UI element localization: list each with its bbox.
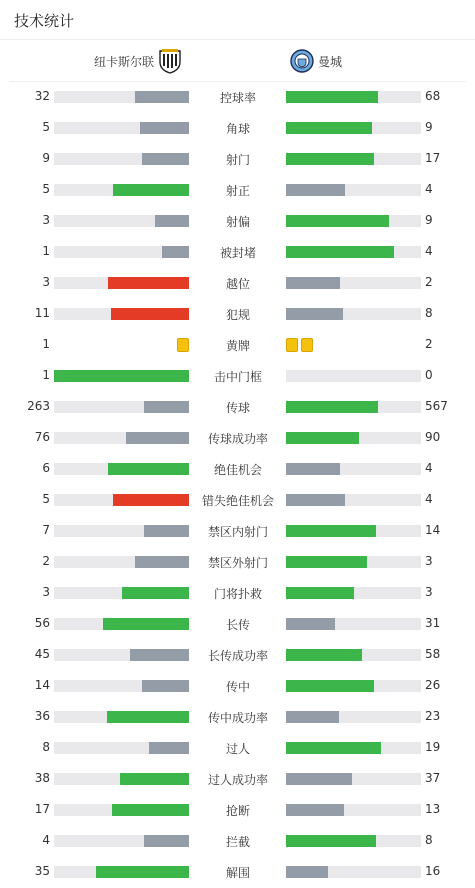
home-bar-fill xyxy=(108,463,189,475)
stat-label: 黄牌 xyxy=(225,339,250,353)
stat-row xyxy=(0,485,475,516)
home-bar-track xyxy=(54,804,189,816)
home-value: 56 xyxy=(34,616,50,630)
stat-row xyxy=(0,175,475,206)
home-bar-track xyxy=(54,277,189,289)
home-value: 9 xyxy=(42,151,50,165)
away-bar-track xyxy=(286,680,421,692)
away-bar-fill xyxy=(286,184,345,196)
away-value: 17 xyxy=(425,151,441,165)
away-bar-track xyxy=(286,122,421,134)
home-yellow-cards xyxy=(177,338,189,352)
away-bar-fill xyxy=(286,773,352,785)
away-value: 8 xyxy=(425,306,433,320)
stat-label: 越位 xyxy=(225,277,250,291)
away-bar-fill xyxy=(286,153,374,165)
stat-row xyxy=(0,423,475,454)
home-value: 5 xyxy=(42,182,50,196)
stat-row xyxy=(0,299,475,330)
away-value: 0 xyxy=(425,368,433,382)
home-bar-fill xyxy=(130,649,189,661)
home-value: 5 xyxy=(42,492,50,506)
stat-row xyxy=(0,578,475,609)
stat-row xyxy=(0,206,475,237)
away-team-name: 曼城 xyxy=(318,54,343,69)
away-value: 3 xyxy=(425,554,433,568)
away-value: 37 xyxy=(425,771,441,785)
stat-row xyxy=(0,547,475,578)
away-bar-fill xyxy=(286,742,381,754)
home-team[interactable] xyxy=(94,48,182,74)
home-bar-fill xyxy=(112,804,189,816)
home-value: 45 xyxy=(34,647,50,661)
home-bar-fill xyxy=(142,680,189,692)
away-bar-track xyxy=(286,742,421,754)
away-bar-track xyxy=(286,277,421,289)
home-bar-fill xyxy=(108,277,189,289)
home-bar-fill xyxy=(155,215,189,227)
stat-label: 传中成功率 xyxy=(207,711,268,725)
away-bar-fill xyxy=(286,556,367,568)
away-team[interactable] xyxy=(290,48,342,74)
home-bar-track xyxy=(54,184,189,196)
stat-label: 传中 xyxy=(225,680,250,694)
away-bar-fill xyxy=(286,680,374,692)
away-value: 4 xyxy=(425,461,433,475)
home-bar-fill xyxy=(162,246,189,258)
stat-label: 错失绝佳机会 xyxy=(201,494,274,508)
stat-row xyxy=(0,361,475,392)
home-bar-track xyxy=(54,246,189,258)
away-value: 90 xyxy=(425,430,441,444)
home-bar-fill xyxy=(54,370,189,382)
home-bar-track xyxy=(54,680,189,692)
stat-label: 门将扑救 xyxy=(213,587,262,601)
home-value: 1 xyxy=(42,244,50,258)
away-value: 4 xyxy=(425,182,433,196)
stats-list xyxy=(0,82,475,888)
stat-row xyxy=(0,454,475,485)
away-bar-fill xyxy=(286,804,344,816)
home-bar-track xyxy=(54,835,189,847)
stat-label: 射正 xyxy=(225,184,250,198)
away-bar-fill xyxy=(286,463,340,475)
away-bar-fill xyxy=(286,401,378,413)
away-value: 26 xyxy=(425,678,441,692)
home-bar-fill xyxy=(103,618,189,630)
stat-row xyxy=(0,516,475,547)
home-bar-fill xyxy=(107,711,189,723)
away-value: 3 xyxy=(425,585,433,599)
home-bar-track xyxy=(54,401,189,413)
home-bar-fill xyxy=(144,401,189,413)
stat-row xyxy=(0,237,475,268)
away-bar-fill xyxy=(286,618,335,630)
home-bar-fill xyxy=(96,866,189,878)
away-bar-track xyxy=(286,835,421,847)
home-value: 17 xyxy=(34,802,50,816)
stat-label: 禁区内射门 xyxy=(207,525,268,539)
stat-label: 控球率 xyxy=(219,91,256,105)
stat-label: 绝佳机会 xyxy=(213,463,262,477)
away-bar-track xyxy=(286,804,421,816)
home-bar-fill xyxy=(113,184,189,196)
away-bar-track xyxy=(286,246,421,258)
home-value: 3 xyxy=(42,213,50,227)
home-value: 8 xyxy=(42,740,50,754)
away-value: 567 xyxy=(425,399,448,413)
away-bar-track xyxy=(286,525,421,537)
away-bar-track xyxy=(286,91,421,103)
home-value: 11 xyxy=(34,306,50,320)
away-bar-track xyxy=(286,866,421,878)
away-bar-fill xyxy=(286,587,354,599)
stat-row xyxy=(0,733,475,764)
home-bar-track xyxy=(54,866,189,878)
home-value: 32 xyxy=(34,89,50,103)
yellow-card-icon xyxy=(177,338,189,352)
away-value: 9 xyxy=(425,120,433,134)
stat-row xyxy=(0,330,475,361)
stat-row xyxy=(0,640,475,671)
home-value: 5 xyxy=(42,120,50,134)
home-value: 7 xyxy=(42,523,50,537)
away-bar-fill xyxy=(286,711,339,723)
away-bar-fill xyxy=(286,432,359,444)
stat-label: 抢断 xyxy=(225,804,250,818)
away-bar-fill xyxy=(286,494,345,506)
stat-row xyxy=(0,702,475,733)
away-bar-track xyxy=(286,711,421,723)
stat-label: 传球 xyxy=(225,401,250,415)
stat-row xyxy=(0,144,475,175)
home-bar-fill xyxy=(135,556,189,568)
home-value: 6 xyxy=(42,461,50,475)
away-bar-track xyxy=(286,494,421,506)
home-bar-track xyxy=(54,711,189,723)
home-value: 14 xyxy=(34,678,50,692)
away-bar-track xyxy=(286,153,421,165)
home-value: 2 xyxy=(42,554,50,568)
away-value: 58 xyxy=(425,647,441,661)
away-bar-fill xyxy=(286,91,378,103)
stat-label: 过人成功率 xyxy=(207,773,268,787)
away-value: 2 xyxy=(425,275,433,289)
home-bar-fill xyxy=(122,587,190,599)
away-value: 31 xyxy=(425,616,441,630)
home-bar-fill xyxy=(111,308,189,320)
away-bar-track xyxy=(286,308,421,320)
away-value: 4 xyxy=(425,244,433,258)
stat-label: 被封堵 xyxy=(219,246,256,260)
away-yellow-cards xyxy=(286,338,313,352)
away-value: 19 xyxy=(425,740,441,754)
home-bar-track xyxy=(54,370,189,382)
stat-label: 射偏 xyxy=(225,215,250,229)
newcastle-crest-icon xyxy=(158,48,182,74)
home-bar-track xyxy=(54,742,189,754)
manchester-city-crest-icon xyxy=(290,48,314,74)
stat-row xyxy=(0,795,475,826)
stat-label: 长传 xyxy=(225,618,250,632)
away-value: 23 xyxy=(425,709,441,723)
home-value: 3 xyxy=(42,275,50,289)
home-bar-track xyxy=(54,773,189,785)
home-bar-fill xyxy=(126,432,189,444)
home-value: 76 xyxy=(34,430,50,444)
away-bar-track xyxy=(286,463,421,475)
away-value: 8 xyxy=(425,833,433,847)
stat-row xyxy=(0,671,475,702)
home-value: 36 xyxy=(34,709,50,723)
stat-label: 拦截 xyxy=(225,835,250,849)
away-bar-track xyxy=(286,587,421,599)
away-bar-track xyxy=(286,649,421,661)
home-value: 1 xyxy=(42,368,50,382)
home-bar-track xyxy=(54,122,189,134)
away-bar-track xyxy=(286,556,421,568)
home-bar-track xyxy=(54,308,189,320)
stat-row xyxy=(0,392,475,423)
home-bar-track xyxy=(54,556,189,568)
away-value: 13 xyxy=(425,802,441,816)
home-bar-track xyxy=(54,618,189,630)
home-value: 263 xyxy=(27,399,50,413)
away-bar-fill xyxy=(286,835,376,847)
away-value: 16 xyxy=(425,864,441,878)
yellow-card-icon xyxy=(301,338,313,352)
page-title: 技术统计 xyxy=(14,12,75,30)
away-bar-fill xyxy=(286,649,362,661)
home-bar-track xyxy=(54,587,189,599)
home-bar-track xyxy=(54,525,189,537)
stat-label: 过人 xyxy=(225,742,250,756)
away-bar-track xyxy=(286,215,421,227)
away-bar-track xyxy=(286,618,421,630)
home-bar-track xyxy=(54,153,189,165)
stat-label: 射门 xyxy=(225,153,250,167)
home-bar-track xyxy=(54,91,189,103)
stat-row xyxy=(0,609,475,640)
stat-label: 角球 xyxy=(225,122,250,136)
away-bar-fill xyxy=(286,122,372,134)
away-bar-track xyxy=(286,773,421,785)
away-bar-track xyxy=(286,184,421,196)
stat-row xyxy=(0,764,475,795)
home-bar-fill xyxy=(142,153,189,165)
away-bar-fill xyxy=(286,215,389,227)
home-value: 1 xyxy=(42,337,50,351)
away-value: 14 xyxy=(425,523,441,537)
stat-row xyxy=(0,826,475,857)
home-bar-fill xyxy=(149,742,190,754)
stat-label: 禁区外射门 xyxy=(207,556,268,570)
home-bar-fill xyxy=(144,835,189,847)
home-value: 3 xyxy=(42,585,50,599)
home-bar-fill xyxy=(120,773,189,785)
away-bar-fill xyxy=(286,525,376,537)
stat-row xyxy=(0,82,475,113)
stat-label: 传球成功率 xyxy=(207,432,268,446)
home-bar-fill xyxy=(140,122,189,134)
away-bar-track xyxy=(286,432,421,444)
home-bar-track xyxy=(54,215,189,227)
home-value: 4 xyxy=(42,833,50,847)
home-bar-track xyxy=(54,649,189,661)
teams-bar xyxy=(9,40,466,82)
home-bar-fill xyxy=(144,525,189,537)
away-bar-fill xyxy=(286,277,340,289)
away-value: 9 xyxy=(425,213,433,227)
away-value: 68 xyxy=(425,89,441,103)
stat-label: 击中门框 xyxy=(213,370,262,384)
home-bar-track xyxy=(54,494,189,506)
away-bar-fill xyxy=(286,246,394,258)
stat-row xyxy=(0,857,475,888)
home-value: 35 xyxy=(34,864,50,878)
away-bar-track xyxy=(286,401,421,413)
home-bar-fill xyxy=(135,91,189,103)
stat-row xyxy=(0,113,475,144)
yellow-card-icon xyxy=(286,338,298,352)
home-bar-track xyxy=(54,463,189,475)
away-value: 2 xyxy=(425,337,433,351)
away-value: 4 xyxy=(425,492,433,506)
stat-label: 犯规 xyxy=(225,308,250,322)
away-bar-track xyxy=(286,370,421,382)
stat-label: 解围 xyxy=(225,866,250,880)
away-bar-fill xyxy=(286,866,328,878)
away-bar-fill xyxy=(286,308,343,320)
stat-label: 长传成功率 xyxy=(207,649,268,663)
home-bar-track xyxy=(54,432,189,444)
home-team-name: 纽卡斯尔联 xyxy=(93,54,154,69)
home-bar-fill xyxy=(113,494,189,506)
stats-header xyxy=(0,0,475,40)
home-value: 38 xyxy=(34,771,50,785)
stat-row xyxy=(0,268,475,299)
